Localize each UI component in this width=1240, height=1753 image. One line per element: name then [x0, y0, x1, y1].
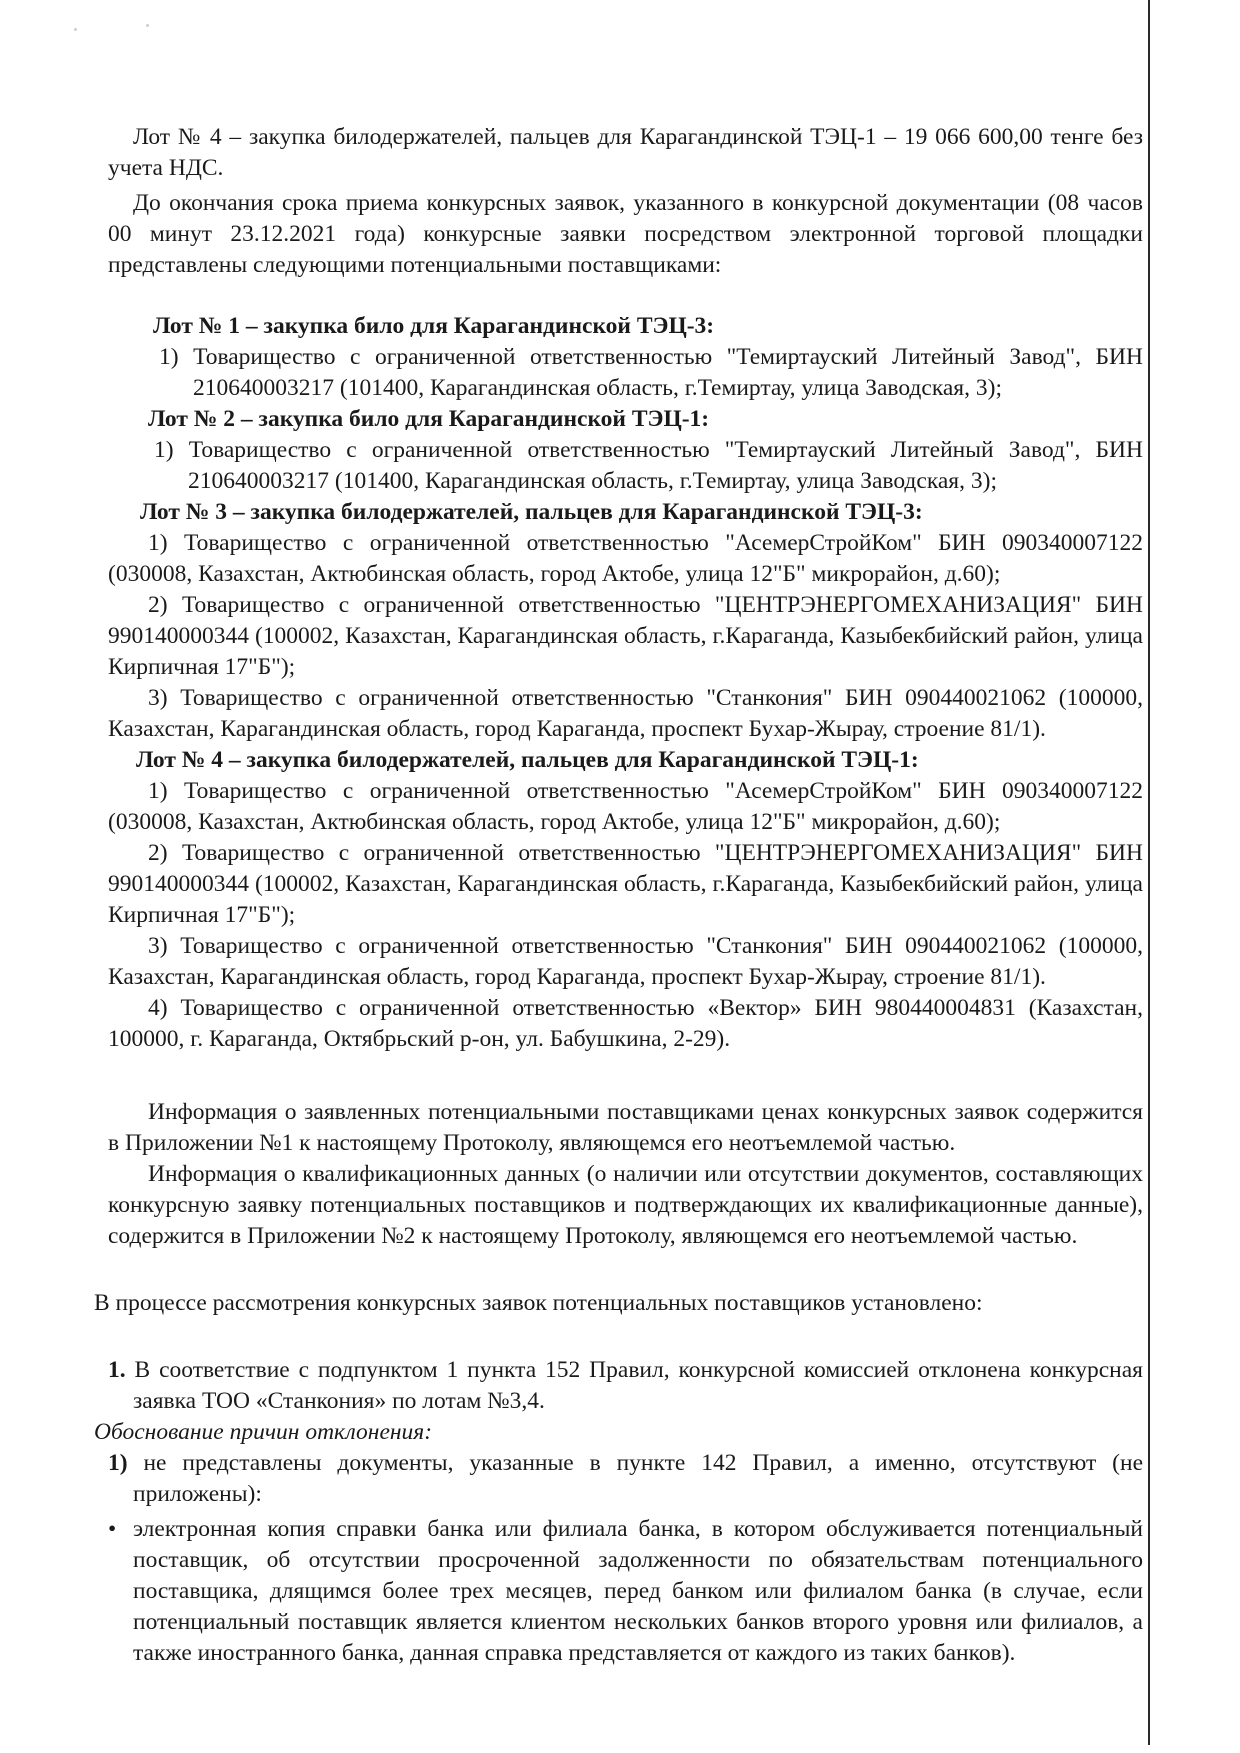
scan-speck	[146, 24, 149, 27]
reason-number: 1)	[108, 1450, 128, 1476]
review-lead: В процессе рассмотрения конкурсных заявок потенциальных поставщиков установлено:	[94, 1290, 983, 1316]
lot-1-supplier-1: 1) Товарищество с ограниченной ответственностью "Темиртауский Литейный Завод", БИН 210640003217 (101400, Карагандинская область, г.Темиртау, улица Заводская, 3);	[159, 344, 1143, 401]
reason-item-1	[94, 1448, 1143, 1510]
scan-speck	[74, 28, 77, 31]
lot-4-supplier-3: 3) Товарищество с ограниченной ответственностью "Станкония" БИН 090440021062 (100000, Казахстан, Карагандинская область, город Караганда, проспект Бухар-Жырау, строение 81/1).	[108, 933, 1143, 990]
lot-1-heading: Лот № 1 – закупка било для Карагандинской ТЭЦ-3:	[153, 313, 715, 339]
lot-4-heading: Лот № 4 – закупка билодержателей, пальцев для Карагандинской ТЭЦ-1:	[136, 747, 919, 773]
rejection-item-1	[94, 1355, 1143, 1417]
prices-info-paragraph: Информация о заявленных потенциальными поставщиками ценах конкурсных заявок содержится в Приложении №1 к настоящему Протоколу, являющемся его неотъемлемой частью.	[108, 1099, 1143, 1156]
lot-4-supplier-1: 1) Товарищество с ограниченной ответственностью "АсемерСтройКом" БИН 090340007122 (030008, Казахстан, Актюбинская область, город Актобе, улица 12"Б" микрорайон, д.60);	[108, 778, 1143, 835]
missing-doc-bullet	[94, 1514, 1143, 1669]
lot-2-supplier-1: 1) Товарищество с ограниченной ответственностью "Темиртауский Литейный Завод", БИН 210640003217 (101400, Карагандинская область, г.Темиртау, улица Заводская, 3);	[154, 437, 1143, 494]
lot-4-supplier-4: 4) Товарищество с ограниченной ответственностью «Вектор» БИН 980440004831 (Казахстан, 100000, г. Караганда, Октябрьский р-он, ул. Бабушкина, 2-29).	[108, 995, 1143, 1052]
item-number: 1.	[108, 1357, 126, 1383]
qualification-info-paragraph: Информация о квалификационных данных (о наличии или отсутствии документов, составляющих конкурсную заявку потенциальных поставщиков и подтверждающих их квалификационные данные), содержится в Приложении №2 к настоящему Протоколу, являющемся его неотъемлемой частью.	[108, 1161, 1143, 1249]
deadline-paragraph: До окончания срока приема конкурсных заявок, указанного в конкурсной документации (08 часов 00 минут 23.12.2021 года) конкурсные заявки посредством электронной торговой площадки представлены следующими потенциальными поставщиками:	[108, 190, 1143, 278]
bullet-text: электронная копия справки банка или филиала банка, в котором обслуживается потенциальный поставщик, об отсутствии просроченной задолженности по обязательствам потенциального поставщика, длящимся более трех месяцев, перед банком или филиалом банка (в случае, если потенциальный поставщик является клиентом нескольких банков второго уровня или филиалов, а также иностранного банка, данная справка представляется от каждого из таких банков).	[133, 1516, 1143, 1666]
lot-3-heading: Лот № 3 – закупка билодержателей, пальцев для Карагандинской ТЭЦ-3:	[140, 499, 923, 525]
document-body	[94, 122, 1143, 1669]
reason-text: не представлены документы, указанные в пункте 142 Правил, а именно, отсутствуют (не приложены):	[133, 1450, 1143, 1507]
lot-4-supplier-2: 2) Товарищество с ограниченной ответственностью "ЦЕНТРЭНЕРГОМЕХАНИЗАЦИЯ" БИН 990140000344 (100002, Казахстан, Карагандинская область, г.Караганда, Казыбекбийский район, улица Кирпичная 17"Б");	[108, 840, 1143, 928]
lot4-budget-paragraph: Лот № 4 – закупка билодержателей, пальцев для Карагандинской ТЭЦ-1 – 19 066 600,00 тенге без учета НДС.	[108, 124, 1143, 181]
lot-3-supplier-1: 1) Товарищество с ограниченной ответственностью "АсемерСтройКом" БИН 090340007122 (030008, Казахстан, Актюбинская область, город Актобе, улица 12"Б" микрорайон, д.60);	[108, 530, 1143, 587]
bullet-icon: •	[108, 1516, 117, 1542]
rejection-reason-heading: Обоснование причин отклонения:	[94, 1419, 433, 1445]
lot-3-supplier-2: 2) Товарищество с ограниченной ответственностью "ЦЕНТРЭНЕРГОМЕХАНИЗАЦИЯ" БИН 990140000344 (100002, Казахстан, Карагандинская область, г.Караганда, Казыбекбийский район, улица Кирпичная 17"Б");	[108, 592, 1143, 680]
lot-2-heading: Лот № 2 – закупка било для Карагандинской ТЭЦ-1:	[148, 406, 710, 432]
item-text: В соответствие с подпунктом 1 пункта 152 Правил, конкурсной комиссией отклонена конкурсная заявка ТОО «Станкония» по лотам №3,4.	[133, 1357, 1143, 1414]
lot-3-supplier-3: 3) Товарищество с ограниченной ответственностью "Станкония" БИН 090440021062 (100000, Казахстан, Карагандинская область, город Караганда, проспект Бухар-Жырау, строение 81/1).	[108, 685, 1143, 742]
page-edge-line	[1148, 0, 1150, 1745]
